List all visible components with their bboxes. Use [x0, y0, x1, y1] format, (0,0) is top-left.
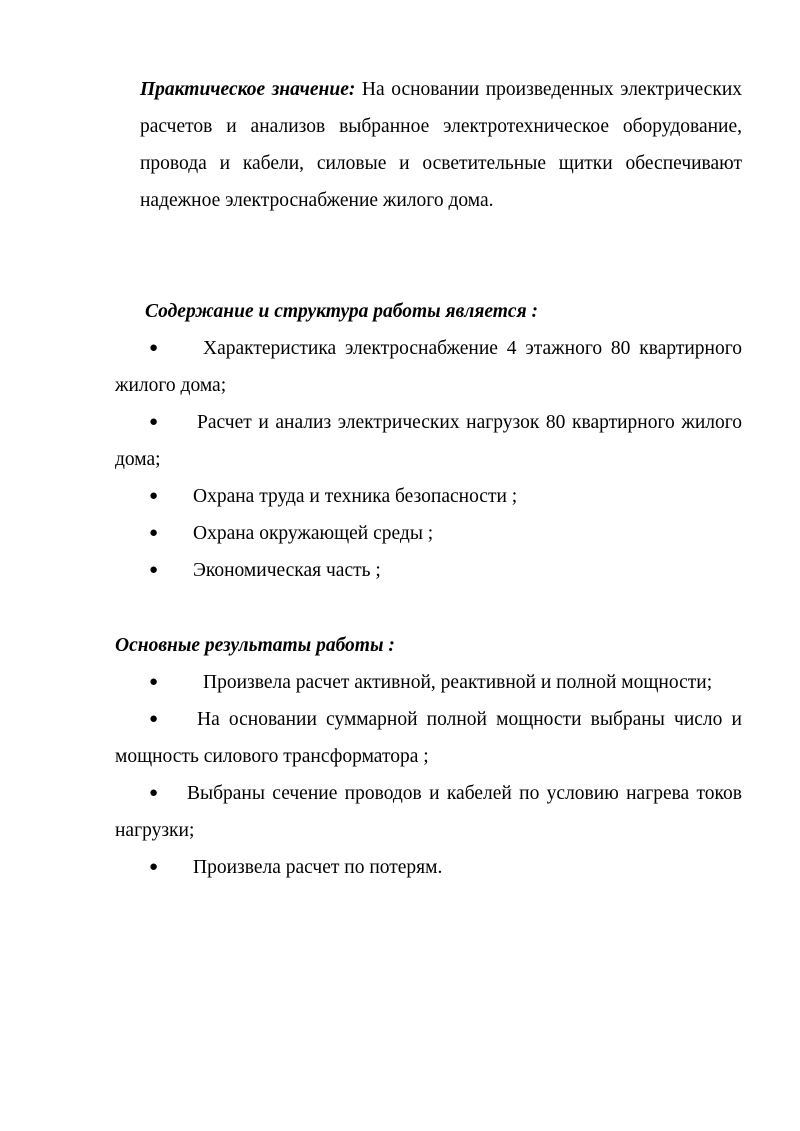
bullet-icon: ●	[149, 414, 159, 430]
list-item-text: На основании суммарной полной мощности выбраны число и мощность силового трансформатора ;	[115, 709, 742, 767]
list-item	[115, 775, 742, 849]
list-item-text: Охрана окружающей среды ;	[193, 523, 434, 544]
list-item-text: Произвела расчет активной, реактивной и полной мощности;	[203, 672, 713, 693]
bullet-icon: ●	[149, 859, 159, 875]
list-item	[115, 552, 742, 589]
list-item	[115, 664, 742, 701]
main-results-heading: Основные результаты работы :	[115, 635, 395, 656]
list-item	[115, 849, 742, 886]
list-item	[115, 478, 742, 515]
bullet-icon: ●	[149, 785, 159, 801]
list-item-text: Произвела расчет по потерям.	[193, 857, 443, 878]
main-results-list	[115, 664, 742, 886]
list-item	[115, 701, 742, 775]
bullet-icon: ●	[149, 488, 159, 504]
list-item	[115, 330, 742, 404]
practical-significance-text: На основании произведенных электрических расчетов и анализов выбранное электротехническое оборудование, провода и кабели, силовые и осветительные щитки обеспечивают надежное электроснабжение жилого дома.	[140, 79, 743, 211]
bullet-icon: ●	[149, 711, 159, 727]
list-item	[115, 515, 742, 552]
list-item-text: Расчет и анализ электрических нагрузок 80 квартирного жилого дома;	[115, 412, 742, 470]
list-item	[115, 404, 742, 478]
content-structure-list	[115, 330, 742, 589]
list-item-text: Характеристика электроснабжение 4 этажного 80 квартирного жилого дома;	[115, 338, 742, 396]
practical-significance-lead: Практическое значение:	[140, 79, 356, 100]
list-item-text: Охрана труда и техника безопасности ;	[193, 486, 518, 507]
list-item-text: Экономическая часть ;	[193, 560, 381, 581]
content-structure-heading: Содержание и структура работы является :	[145, 301, 538, 322]
bullet-icon: ●	[149, 562, 159, 578]
bullet-icon: ●	[149, 674, 159, 690]
list-item-text: Выбраны сечение проводов и кабелей по условию нагрева токов нагрузки;	[115, 783, 742, 841]
practical-significance-paragraph	[140, 71, 742, 219]
bullet-icon: ●	[149, 340, 159, 356]
bullet-icon: ●	[149, 525, 159, 541]
